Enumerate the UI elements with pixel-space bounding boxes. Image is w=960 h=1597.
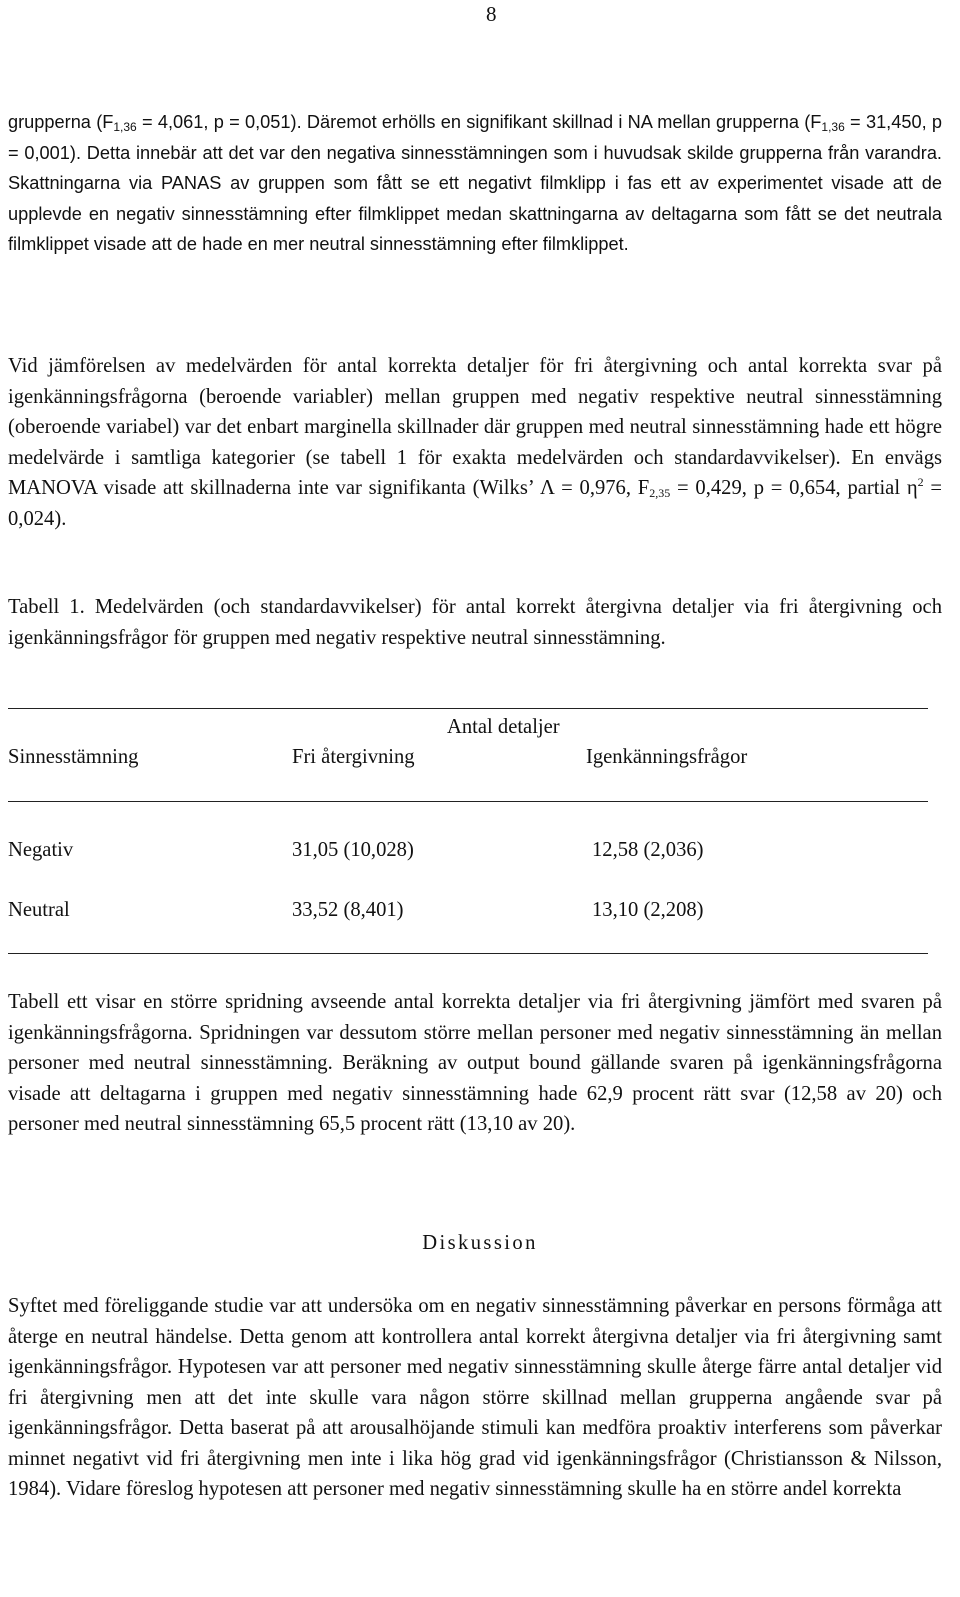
table-top-rule	[8, 708, 928, 709]
text-run: En envägs MANOVA visade att skillnaderna inte var signifikanta (Wilks’ Λ = 0,976, F	[8, 446, 942, 499]
discussion-paragraph: Syftet med föreliggande studie var att undersöka om en negativ sinnesstämning påverkar en persons förmåga att återge en neutral händelse. Detta genom att kontrollera antal korrekt återgivna detaljer via fri återgivning samt igenkänningsfrågor. Hypotesen var att personer med negativ sinnesstämning skulle återge färre antal detaljer vid fri återgivning men att det inte skulle vara någon större skillnad mellan grupperna angående svar på igenkänningsfrågor. Detta baserat på att arousalhöjande stimuli kan medföra proaktiv interferens som påverkar minnet negativt vid fri återgivning men inte i lika hög grad vid igenkänningsfrågor (Christiansson & Nilsson, 1984). Vidare föreslog hypotesen att personer med negativ sinnesstämning skulle ha en större andel korrekta	[8, 1295, 942, 1500]
table-cell-negative-free-recall: 31,05 (10,028)	[292, 839, 414, 861]
table-caption: Tabell 1. Medelvärden (och standardavvikelser) för antal korrekt återgivna detaljer via fri återgivning och igenkänningsfrågor för gruppen med negativ respektive neutral sinnesstämning.	[8, 596, 942, 649]
table-header-free-recall: Fri återgivning	[292, 746, 415, 768]
text-run: Vid jämförelsen av medelvärden för antal korrekta detaljer för fri återgivning och antal korrekta svar på igenkänningsfrågorna (beroende variabler) mellan gruppen med negativ respektive neutral sinnesstämning (oberoende variabel) var det enbart marginella skillnader där gruppen med neutral sinnesstämning hade ett högre medelvärde i samtliga kategorier (se tabell 1 för exakta medelvärden och standardavvikelser).	[8, 355, 942, 469]
results-paragraph-spread: Tabell ett visar en större spridning avseende antal korrekta detaljer via fri återgivning jämfört med svaren på igenkänningsfrågorna. Spridningen var dessutom större mellan personer med negativ sinnesstämning än mellan personer med neutral sinnesstämning. Beräkning av output bound gällande svaren på igenkänningsfrågorna visade att deltagarna i gruppen med negativ sinnesstämning hade 62,9 procent rätt svar (12,58 av 20) och personer med neutral sinnesstämning 65,5 procent rätt (13,10 av 20).	[8, 991, 942, 1135]
text-run: Däremot erhölls en signifikant skillnad i NA mellan grupperna (F	[301, 112, 822, 132]
text-run: = 0,024).	[8, 477, 943, 530]
table-header-mood: Sinnesstämning	[8, 746, 139, 768]
table-cell-neutral-label: Neutral	[8, 899, 70, 921]
text-run: = 4,061, p = 0,051).	[136, 112, 302, 132]
page-number: 8	[486, 2, 497, 26]
superscript: 2	[917, 475, 924, 489]
text-run: = 31,450, p = 0,001). Detta innebär att det var den negativa sinnesstämningen som i huvudsak skilde grupperna från varandra. Skattningarna via PANAS av gruppen som fått se ett negativt filmklipp i fas ett av experimentet visade att de upplevde en negativ sinnesstämning efter filmklippet medan skattningarna av deltagarna som fått se det neutrala filmklippet visade att de hade en mer neutral sinnesstämning efter filmklippet.	[8, 112, 943, 255]
subscript: 2,35	[649, 486, 671, 500]
table-cell-neutral-recognition: 13,10 (2,208)	[592, 899, 704, 921]
table-header-rule	[8, 801, 928, 802]
subscript: 1,36	[821, 120, 845, 134]
section-heading-discussion: Diskussion	[422, 1232, 538, 1254]
text-run: grupperna (F	[8, 112, 114, 132]
table-cell-negative-label: Negativ	[8, 839, 74, 861]
table-bottom-rule	[8, 953, 928, 954]
table-cell-negative-recognition: 12,58 (2,036)	[592, 839, 704, 861]
table-header-recognition: Igenkänningsfrågor	[586, 746, 748, 768]
table-spanner-header: Antal detaljer	[447, 716, 560, 738]
table-cell-neutral-free-recall: 33,52 (8,401)	[292, 899, 404, 921]
results-paragraph-manova	[8, 351, 942, 534]
text-run: = 0,429, p = 0,654, partial η	[670, 477, 918, 499]
subscript: 1,36	[113, 120, 137, 134]
results-paragraph-panas	[8, 107, 942, 260]
